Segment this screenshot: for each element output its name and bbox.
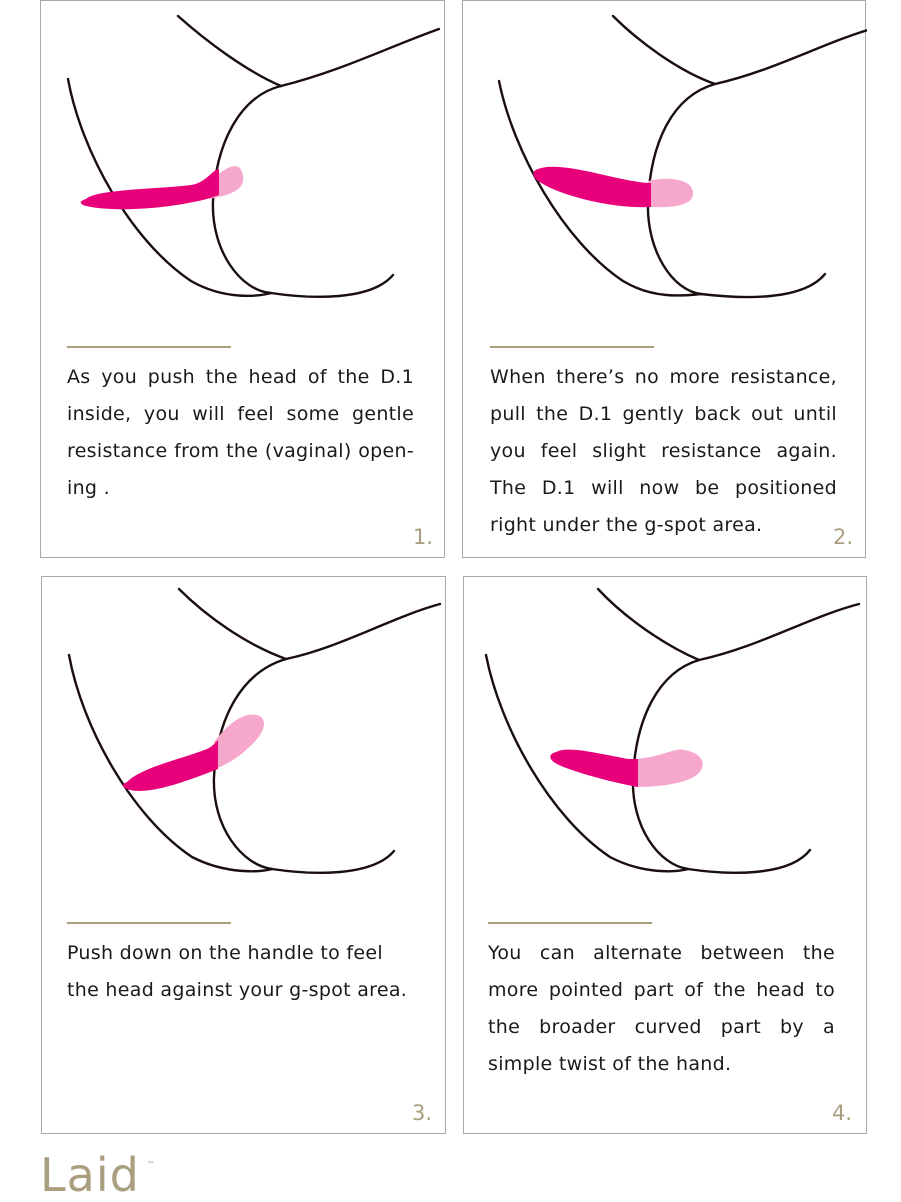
divider-rule [67, 922, 231, 924]
caption-2: When there’s no more resistance, pull the D.1 gently back out until you feel slight resistance again. The D.1 will now be positioned right under the g-spot area. [490, 366, 837, 536]
instruction-card-2 [462, 0, 866, 558]
anatomy-illustration-3 [42, 577, 447, 887]
caption-4: You can alternate between the more pointed part of the head to the broader curved part by a simple twist of the hand. [488, 942, 835, 1075]
step-number-1: 1. [413, 525, 434, 549]
divider-rule [67, 346, 231, 348]
device-illustration-4 [550, 749, 702, 787]
divider-rule [488, 922, 652, 924]
caption-1: As you push the head of the D.1 inside, you will feel some gentle resistance from the (vaginal) open-ing . [67, 366, 414, 499]
anatomy-illustration-4 [464, 577, 868, 887]
step-number-4: 4. [832, 1101, 853, 1125]
step-number-2: 2. [833, 525, 854, 549]
trademark-mark: ™ [147, 1160, 155, 1169]
instruction-card-3 [41, 576, 446, 1134]
device-illustration-1 [81, 166, 244, 209]
anatomy-illustration-1 [41, 1, 446, 311]
device-illustration-3 [123, 715, 264, 791]
caption-3: Push down on the handle to feel the head against your g-spot area. [67, 942, 408, 1001]
instruction-card-4 [463, 576, 867, 1134]
anatomy-illustration-2 [463, 1, 867, 311]
instruction-card-1 [40, 0, 445, 558]
step-number-3: 3. [412, 1101, 433, 1125]
divider-rule [490, 346, 654, 348]
device-illustration-2 [533, 167, 693, 208]
brand-logo: Laid [40, 1148, 140, 1202]
